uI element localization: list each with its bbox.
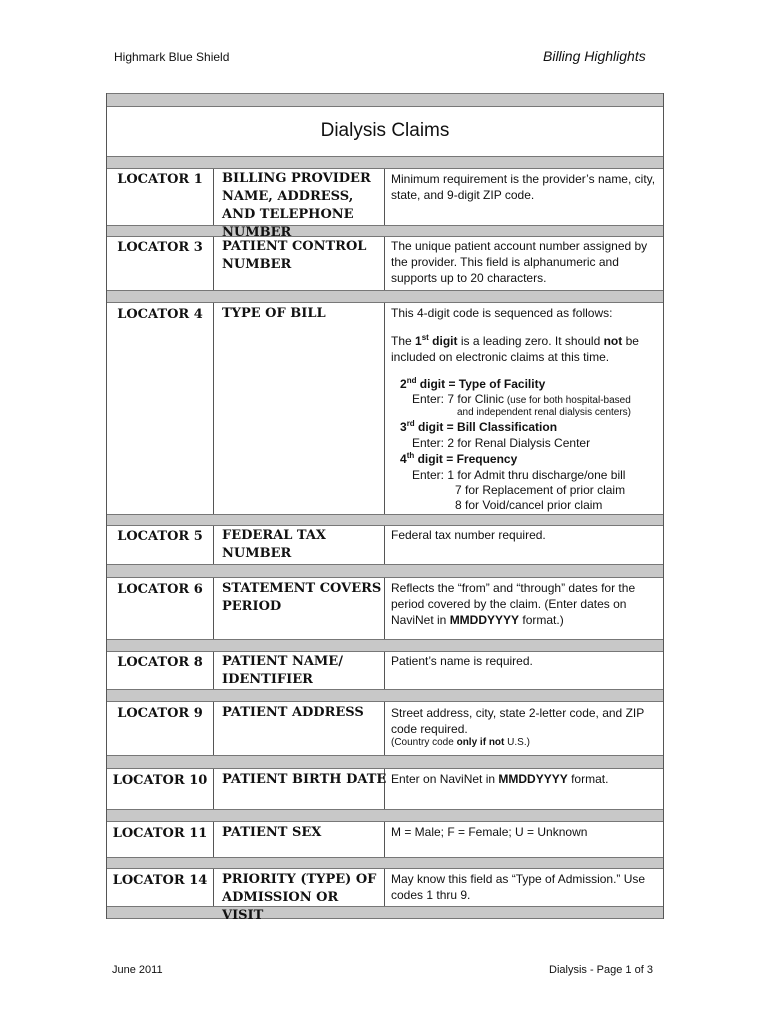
text: is a leading zero. It should bbox=[457, 334, 604, 348]
table-band bbox=[107, 156, 663, 169]
field-name: PATIENT NAME/ IDENTIFIER bbox=[222, 654, 343, 687]
column-divider bbox=[384, 822, 385, 857]
digit-4-heading bbox=[400, 451, 517, 467]
column-divider bbox=[213, 822, 214, 857]
text: MMDDYYYY bbox=[449, 613, 520, 627]
text: digit bbox=[428, 334, 458, 348]
field-description bbox=[391, 771, 659, 787]
footer-page: Dialysis - Page 1 of 3 bbox=[549, 964, 653, 976]
text: 3 bbox=[400, 420, 407, 434]
field-name: PRIORITY (TYPE) OF ADMISSION OR VISIT bbox=[222, 872, 377, 923]
text: The bbox=[391, 334, 416, 348]
text: MMDDYYYY bbox=[498, 772, 568, 786]
column-divider bbox=[384, 169, 385, 225]
column-divider bbox=[213, 237, 214, 290]
text: rd bbox=[406, 419, 415, 428]
field-name: PATIENT BIRTH DATE bbox=[222, 772, 387, 787]
table-band bbox=[107, 857, 663, 869]
field-name: TYPE OF BILL bbox=[222, 306, 326, 321]
page-title: Dialysis Claims bbox=[320, 120, 450, 141]
text: digit = Bill Classification bbox=[414, 420, 558, 434]
column-divider bbox=[213, 702, 214, 755]
text: digit = Type of Facility bbox=[416, 377, 546, 391]
column-divider bbox=[384, 237, 385, 290]
column-divider bbox=[384, 526, 385, 564]
field-name: BILLING PROVIDER NAME, ADDRESS, AND TELEPHONE NUMBER bbox=[222, 171, 371, 240]
footer-date: June 2011 bbox=[112, 964, 163, 976]
digit-3-enter: Enter: 2 for Renal Dialysis Center bbox=[412, 436, 591, 450]
text: 4 bbox=[400, 452, 407, 466]
field-name: PATIENT ADDRESS bbox=[222, 705, 364, 720]
table-band bbox=[107, 290, 663, 303]
digit-2-heading bbox=[400, 376, 545, 392]
digit-4-option: 8 for Void/cancel prior claim bbox=[455, 498, 603, 512]
column-divider bbox=[213, 303, 214, 514]
text: format. bbox=[567, 772, 609, 786]
text: U.S.) bbox=[504, 737, 530, 748]
text: Enter: 7 for Clinic bbox=[412, 392, 505, 406]
locator-label: LOCATOR 5 bbox=[117, 529, 203, 544]
first-digit-note bbox=[391, 333, 659, 365]
text: st bbox=[421, 333, 429, 342]
country-code-note bbox=[391, 736, 659, 749]
text: not bbox=[603, 334, 623, 348]
table-band bbox=[107, 689, 663, 702]
text: digit = Frequency bbox=[414, 452, 518, 466]
header-title: Billing Highlights bbox=[543, 48, 646, 64]
field-name: STATEMENT COVERS PERIOD bbox=[222, 581, 382, 614]
table-band bbox=[107, 225, 663, 237]
text: Reflects the “from” and “through” dates for the period covered by the claim. (Enter dates on NaviNet in bbox=[391, 581, 636, 627]
column-divider bbox=[384, 869, 385, 906]
column-divider bbox=[384, 578, 385, 639]
column-divider bbox=[213, 769, 214, 809]
table-band bbox=[107, 755, 663, 769]
field-description: This 4-digit code is sequenced as follows: bbox=[391, 306, 613, 320]
text: format.) bbox=[519, 613, 564, 627]
locator-label: LOCATOR 9 bbox=[117, 706, 203, 721]
locator-label: LOCATOR 8 bbox=[117, 655, 203, 670]
field-description: May know this field as “Type of Admission.” Use codes 1 thru 9. bbox=[391, 872, 646, 902]
text: be included on electronic claims at this time. bbox=[391, 334, 639, 364]
column-divider bbox=[213, 869, 214, 906]
column-divider bbox=[384, 702, 385, 755]
locator-label: LOCATOR 10 bbox=[112, 773, 208, 788]
field-description bbox=[391, 580, 659, 628]
column-divider bbox=[213, 652, 214, 689]
column-divider bbox=[213, 578, 214, 639]
field-description: M = Male; F = Female; U = Unknown bbox=[391, 825, 588, 839]
digit-3-heading bbox=[400, 419, 557, 435]
locator-label: LOCATOR 6 bbox=[117, 582, 203, 597]
text: only if not bbox=[456, 737, 505, 748]
field-description: Federal tax number required. bbox=[391, 528, 546, 542]
field-description: Minimum requirement is the provider’s name, city, state, and 9-digit ZIP code. bbox=[391, 172, 656, 202]
text: 2 bbox=[400, 377, 407, 391]
locator-label: LOCATOR 14 bbox=[112, 873, 208, 888]
field-name: FEDERAL TAX NUMBER bbox=[222, 528, 327, 561]
digit-4-option: 7 for Replacement of prior claim bbox=[455, 483, 626, 497]
field-description: Street address, city, state 2-letter code, and ZIP code required. bbox=[391, 706, 645, 736]
table-band bbox=[107, 906, 663, 919]
column-divider bbox=[384, 652, 385, 689]
text: (Country code bbox=[391, 737, 457, 748]
text: nd bbox=[406, 376, 417, 385]
column-divider bbox=[213, 169, 214, 225]
text: (use for both hospital-based bbox=[504, 395, 631, 406]
digit-4-enter: Enter: 1 for Admit thru discharge/one bill bbox=[412, 468, 626, 482]
field-description: Patient’s name is required. bbox=[391, 654, 533, 668]
text: Enter on NaviNet in bbox=[391, 772, 499, 786]
digit-2-note: and independent renal dialysis centers) bbox=[457, 407, 631, 418]
table-band bbox=[107, 93, 663, 107]
table-band bbox=[107, 809, 663, 822]
column-divider bbox=[213, 526, 214, 564]
text: 1 bbox=[415, 334, 422, 348]
field-description: The unique patient account number assigned by the provider. This field is alphanumeric and supports up to 20 characters. bbox=[391, 239, 648, 285]
column-divider bbox=[384, 303, 385, 514]
locator-label: LOCATOR 3 bbox=[117, 240, 203, 255]
locator-label: LOCATOR 1 bbox=[117, 172, 203, 187]
field-name: PATIENT CONTROL NUMBER bbox=[222, 239, 367, 272]
table-band bbox=[107, 514, 663, 526]
header-org: Highmark Blue Shield bbox=[114, 50, 230, 64]
table-band bbox=[107, 564, 663, 578]
field-name: PATIENT SEX bbox=[222, 825, 322, 840]
text: th bbox=[406, 451, 415, 460]
locator-label: LOCATOR 4 bbox=[117, 307, 203, 322]
table-band bbox=[107, 639, 663, 652]
locator-label: LOCATOR 11 bbox=[112, 826, 208, 841]
